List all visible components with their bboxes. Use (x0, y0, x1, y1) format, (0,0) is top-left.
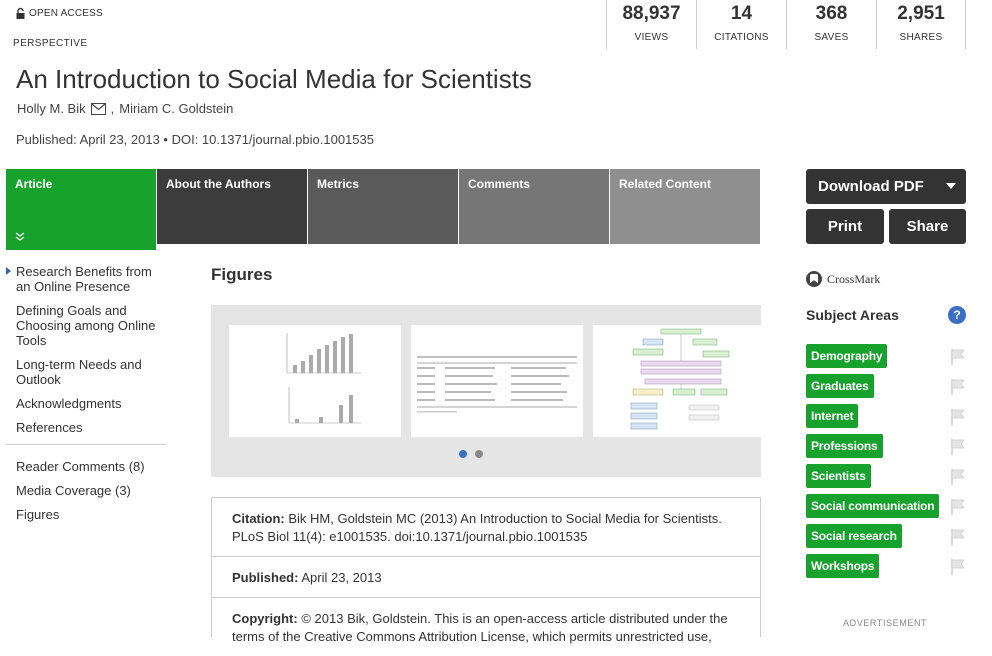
nav-item-acknowledgments[interactable]: Acknowledgments (16, 396, 122, 411)
download-pdf-button[interactable] (806, 169, 966, 204)
metric-label: VIEWS (634, 32, 669, 43)
tab-related-content[interactable] (610, 169, 761, 244)
nav-item-reader-comments[interactable]: Reader Comments (8) (16, 459, 145, 474)
flag-icon[interactable] (950, 468, 966, 486)
subject-areas-title: Subject Areas (806, 307, 899, 323)
unlock-icon (16, 8, 25, 19)
subject-tag-social-communication[interactable]: Social communication (806, 494, 939, 518)
subject-tag-social-research[interactable]: Social research (806, 524, 902, 548)
subject-item (806, 434, 968, 464)
author-list (17, 101, 233, 116)
subject-areas-list (806, 344, 968, 584)
tab-metrics[interactable] (308, 169, 459, 244)
subject-tag-professions[interactable]: Professions (806, 434, 883, 458)
subject-tag-scientists[interactable]: Scientists (806, 464, 871, 488)
caret-down-icon[interactable] (946, 183, 956, 189)
tab-comments[interactable] (459, 169, 610, 244)
metric-value: 14 (730, 3, 753, 24)
flag-icon[interactable] (950, 498, 966, 516)
metric-views[interactable] (606, 0, 696, 49)
article-metrics (606, 0, 966, 49)
copyright-label: Copyright: (232, 611, 298, 626)
metric-shares[interactable] (876, 0, 966, 49)
metric-saves[interactable] (786, 0, 876, 49)
subject-item (806, 404, 968, 434)
publication-info: Published: April 23, 2013 • DOI: 10.1371/journal.pbio.1001535 (16, 132, 374, 147)
advertisement-label: ADVERTISEMENT (843, 618, 928, 628)
author-link[interactable]: Holly M. Bik (17, 101, 86, 116)
tab-label: Metrics (317, 177, 360, 191)
nav-item-long-term-needs[interactable]: Long-term Needs and Outlook (16, 357, 142, 387)
email-icon[interactable] (91, 103, 106, 115)
author-separator: , (110, 101, 115, 116)
metric-citations[interactable] (696, 0, 786, 49)
tab-label: Related Content (619, 177, 712, 191)
help-icon[interactable]: ? (948, 306, 966, 324)
chevron-down-icon (15, 232, 25, 244)
flag-icon[interactable] (950, 528, 966, 546)
flag-icon[interactable] (950, 378, 966, 396)
subject-item (806, 494, 968, 524)
nav-item-defining-goals[interactable]: Defining Goals and Choosing among Online Tools (16, 303, 156, 348)
flag-icon[interactable] (950, 408, 966, 426)
citation-row (212, 498, 760, 557)
author-link[interactable]: Miriam C. Goldstein (119, 101, 234, 116)
article-title: An Introduction to Social Media for Scientists (16, 64, 532, 94)
nav-item-research-benefits[interactable]: Research Benefits from an Online Presence (6, 264, 166, 294)
published-row (212, 557, 760, 598)
subject-item (806, 464, 968, 494)
article-section-nav (6, 264, 166, 531)
subject-item (806, 374, 968, 404)
metric-value: 2,951 (897, 3, 945, 24)
citation-box (211, 497, 761, 644)
figure-thumbnail-1[interactable] (229, 325, 401, 437)
copyright-text: © 2013 Bik, Goldstein. This is an open-access article distributed under the terms of the Creative Commons Attribution License, which permits unrestricted use, (232, 611, 728, 644)
open-access-label: OPEN ACCESS (29, 8, 103, 19)
subject-tag-workshops[interactable]: Workshops (806, 554, 879, 578)
metric-label: SAVES (814, 32, 849, 43)
copyright-row (212, 598, 760, 656)
published-date: April 23, 2013 (301, 570, 382, 585)
nav-item-figures[interactable]: Figures (16, 507, 60, 522)
citation-label: Citation: (232, 511, 285, 526)
metric-value: 88,937 (622, 3, 681, 24)
figure-thumbnail-3[interactable] (593, 325, 765, 437)
nav-item-references[interactable]: References (16, 420, 83, 435)
open-access-badge (16, 8, 103, 19)
subject-item (806, 344, 968, 374)
metric-value: 368 (815, 3, 848, 24)
figure-carousel (211, 305, 761, 477)
carousel-pagination (459, 450, 483, 458)
subject-item (806, 554, 968, 584)
published-label: Published: (232, 570, 299, 585)
flag-icon[interactable] (950, 348, 966, 366)
nav-item-media-coverage[interactable]: Media Coverage (3) (16, 483, 131, 498)
tab-label: About the Authors (166, 177, 271, 191)
crossmark-label: CrossMark (827, 271, 881, 286)
metric-label: CITATIONS (714, 32, 769, 43)
print-button[interactable]: Print (806, 209, 884, 244)
tab-label: Article (15, 177, 53, 191)
article-tabs (6, 169, 761, 250)
figure-thumbnail-2[interactable] (411, 325, 583, 437)
tab-about-authors[interactable] (157, 169, 308, 244)
tab-label: Comments (468, 177, 531, 191)
subject-tag-graduates[interactable]: Graduates (806, 374, 874, 398)
subject-tag-internet[interactable]: Internet (806, 404, 858, 428)
citation-text: Bik HM, Goldstein MC (2013) An Introduction to Social Media for Scientists. PLoS Biol 11(4): e1001535. doi:10.1371/journal.pbio.1001535 (232, 511, 722, 544)
figures-heading: Figures (211, 265, 273, 284)
carousel-dot-2[interactable] (475, 450, 483, 458)
share-button[interactable]: Share (889, 209, 966, 244)
flag-icon[interactable] (950, 438, 966, 456)
carousel-dot-1[interactable] (459, 450, 467, 458)
crossmark-link[interactable] (806, 271, 880, 287)
metric-label: SHARES (899, 32, 943, 43)
tab-article[interactable] (6, 169, 157, 250)
crossmark-icon (806, 271, 822, 287)
download-pdf-label: Download PDF (818, 178, 924, 195)
flag-icon[interactable] (950, 558, 966, 576)
subject-item (806, 524, 968, 554)
nav-divider (6, 444, 166, 445)
subject-tag-demography[interactable]: Demography (806, 344, 887, 368)
article-type-label: PERSPECTIVE (13, 38, 88, 49)
